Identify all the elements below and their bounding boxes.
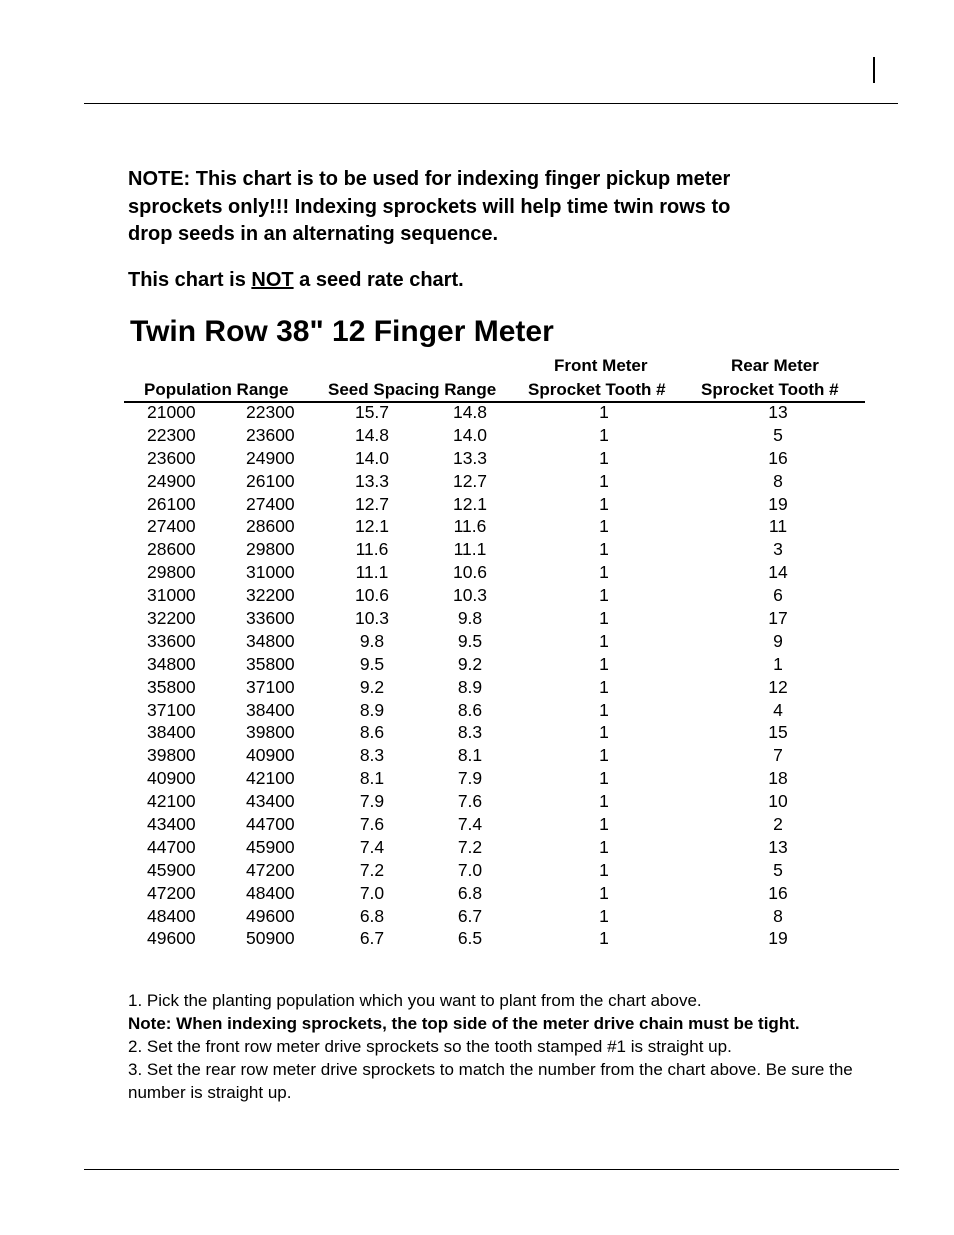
- front-tooth-cell: 1: [599, 859, 609, 880]
- spacing-low-cell: 9.2: [457, 653, 483, 674]
- rear-tooth-cell: 9: [773, 630, 783, 651]
- population-low-cell: 32200: [147, 608, 196, 629]
- indexing-note: [128, 166, 828, 249]
- spacing-low-cell: 8.1: [457, 745, 483, 766]
- rate-note-suffix: a seed rate chart.: [293, 269, 464, 291]
- header-rear-meter: Rear Meter: [731, 356, 819, 375]
- population-low-cell: 28600: [147, 539, 196, 560]
- spacing-high-cell: 8.6: [359, 722, 385, 743]
- instruction-note: Note: When indexing sprockets, the top side of the meter drive chain must be tight.: [128, 1014, 800, 1033]
- spacing-high-cell: 15.7: [354, 402, 390, 422]
- table-row: [0, 905, 954, 928]
- front-tooth-cell: 1: [599, 402, 609, 422]
- population-high-cell: 44700: [246, 814, 295, 835]
- spacing-high-cell: 11.6: [355, 539, 389, 560]
- spacing-high-cell: 8.1: [359, 768, 385, 789]
- spacing-high-cell: 12.7: [354, 493, 390, 514]
- spacing-low-cell: 6.5: [457, 928, 483, 949]
- header-rear-sprocket-tooth: Sprocket Tooth #: [701, 380, 839, 399]
- rear-tooth-cell: 5: [773, 424, 783, 445]
- population-low-cell: 34800: [147, 653, 196, 674]
- rear-tooth-cell: 2: [773, 814, 783, 835]
- population-low-cell: 44700: [147, 836, 196, 857]
- spacing-low-cell: 14.8: [452, 402, 488, 422]
- spacing-high-cell: 14.8: [354, 424, 390, 445]
- rear-tooth-cell: 8: [773, 470, 783, 491]
- spacing-low-cell: 13.3: [452, 447, 488, 468]
- population-high-cell: 28600: [246, 516, 295, 537]
- spacing-high-cell: 9.2: [359, 676, 385, 697]
- rear-tooth-cell: 11: [768, 516, 788, 537]
- population-high-cell: 24900: [246, 447, 295, 468]
- spacing-low-cell: 9.5: [457, 630, 483, 651]
- front-tooth-cell: 1: [599, 608, 609, 629]
- rear-tooth-cell: 19: [768, 928, 788, 949]
- instructions: [128, 989, 888, 1104]
- spacing-high-cell: 12.1: [354, 516, 390, 537]
- front-tooth-cell: 1: [599, 493, 609, 514]
- front-tooth-cell: 1: [599, 653, 609, 674]
- table-row: [0, 767, 954, 790]
- rear-tooth-cell: 12: [768, 676, 788, 697]
- spacing-high-cell: 8.9: [359, 699, 385, 720]
- table-row: [0, 493, 954, 516]
- spacing-low-cell: 10.6: [452, 562, 488, 583]
- population-high-cell: 26100: [246, 470, 295, 491]
- front-tooth-cell: 1: [599, 905, 609, 926]
- spacing-low-cell: 7.0: [457, 859, 483, 880]
- population-high-cell: 27400: [246, 493, 295, 514]
- table-row: [0, 607, 954, 630]
- front-tooth-cell: 1: [599, 470, 609, 491]
- spacing-low-cell: 7.6: [457, 791, 483, 812]
- spacing-low-cell: 6.7: [457, 905, 483, 926]
- population-low-cell: 40900: [147, 768, 196, 789]
- population-high-cell: 48400: [246, 882, 295, 903]
- rear-tooth-cell: 7: [773, 745, 783, 766]
- front-tooth-cell: 1: [599, 882, 609, 903]
- front-tooth-cell: 1: [599, 447, 609, 468]
- population-low-cell: 31000: [147, 585, 196, 606]
- rear-tooth-cell: 6: [773, 585, 783, 606]
- instruction-step-1: 1. Pick the planting population which you want to plant from the chart above.: [128, 991, 702, 1010]
- table-row: [0, 447, 954, 470]
- population-low-cell: 48400: [147, 905, 196, 926]
- table-row: [0, 515, 954, 538]
- population-low-cell: 39800: [147, 745, 196, 766]
- table-row: [0, 813, 954, 836]
- population-high-cell: 43400: [246, 791, 295, 812]
- rear-tooth-cell: 16: [768, 447, 788, 468]
- spacing-high-cell: 13.3: [354, 470, 390, 491]
- table-row: [0, 836, 954, 859]
- rear-tooth-cell: 3: [773, 539, 783, 560]
- population-high-cell: 33600: [246, 608, 295, 629]
- rear-tooth-cell: 14: [768, 562, 788, 583]
- population-high-cell: 32200: [246, 585, 295, 606]
- spacing-low-cell: 7.4: [457, 814, 483, 835]
- spacing-low-cell: 8.9: [457, 676, 483, 697]
- spacing-low-cell: 12.7: [452, 470, 488, 491]
- population-high-cell: 47200: [246, 859, 295, 880]
- population-high-cell: 50900: [246, 928, 295, 949]
- spacing-high-cell: 11.1: [355, 562, 389, 583]
- population-low-cell: 35800: [147, 676, 196, 697]
- table-row: [0, 561, 954, 584]
- spacing-low-cell: 11.1: [453, 539, 487, 560]
- header-seed-spacing-range: Seed Spacing Range: [328, 380, 497, 399]
- population-low-cell: 47200: [147, 882, 196, 903]
- footer-rule: [84, 1169, 899, 1170]
- table-row: [0, 927, 954, 950]
- page-corner-mark: [873, 57, 875, 83]
- table-row: [0, 653, 954, 676]
- front-tooth-cell: 1: [599, 745, 609, 766]
- spacing-low-cell: 6.8: [457, 882, 483, 903]
- header-front-meter: Front Meter: [554, 356, 648, 375]
- header-population-range: Population Range: [144, 380, 289, 399]
- rear-tooth-cell: 10: [768, 791, 788, 812]
- spacing-high-cell: 7.0: [359, 882, 385, 903]
- seed-rate-disclaimer: [128, 267, 464, 294]
- rate-note-prefix: This chart is: [128, 269, 252, 291]
- instruction-step-2: 2. Set the front row meter drive sprockets so the tooth stamped #1 is straight up.: [128, 1037, 732, 1056]
- population-low-cell: 43400: [147, 814, 196, 835]
- table-row: [0, 630, 954, 653]
- rear-tooth-cell: 13: [768, 402, 788, 422]
- spacing-high-cell: 6.7: [359, 928, 385, 949]
- front-tooth-cell: 1: [599, 699, 609, 720]
- table-row: [0, 882, 954, 905]
- population-high-cell: 49600: [246, 905, 295, 926]
- spacing-high-cell: 7.6: [359, 814, 385, 835]
- table-row: [0, 721, 954, 744]
- table-row: [0, 401, 954, 424]
- front-tooth-cell: 1: [599, 562, 609, 583]
- front-tooth-cell: 1: [599, 768, 609, 789]
- front-tooth-cell: 1: [599, 791, 609, 812]
- chart-title: Twin Row 38" 12 Finger Meter: [130, 315, 554, 348]
- population-low-cell: 23600: [147, 447, 196, 468]
- rear-tooth-cell: 1: [773, 653, 783, 674]
- note-line: NOTE: This chart is to be used for indexing finger pickup meter: [128, 168, 731, 190]
- population-low-cell: 24900: [147, 470, 196, 491]
- population-low-cell: 29800: [147, 562, 196, 583]
- spacing-high-cell: 9.5: [359, 653, 385, 674]
- table-row: [0, 859, 954, 882]
- spacing-high-cell: 6.8: [359, 905, 385, 926]
- rear-tooth-cell: 4: [773, 699, 783, 720]
- rear-tooth-cell: 17: [768, 608, 788, 629]
- spacing-high-cell: 7.2: [359, 859, 385, 880]
- population-low-cell: 26100: [147, 493, 196, 514]
- population-low-cell: 42100: [147, 791, 196, 812]
- population-high-cell: 23600: [246, 424, 295, 445]
- rear-tooth-cell: 13: [768, 836, 788, 857]
- spacing-low-cell: 12.1: [452, 493, 488, 514]
- spacing-high-cell: 10.3: [354, 608, 390, 629]
- spacing-low-cell: 14.0: [452, 424, 488, 445]
- instruction-step-3: 3. Set the rear row meter drive sprockets to match the number from the chart above. Be sure the number is straight up.: [128, 1060, 853, 1102]
- spacing-high-cell: 9.8: [359, 630, 385, 651]
- rear-tooth-cell: 15: [768, 722, 788, 743]
- population-high-cell: 31000: [246, 562, 295, 583]
- population-high-cell: 45900: [246, 836, 295, 857]
- spacing-low-cell: 10.3: [452, 585, 488, 606]
- rear-tooth-cell: 8: [773, 905, 783, 926]
- spacing-high-cell: 7.4: [359, 836, 385, 857]
- table-row: [0, 538, 954, 561]
- rear-tooth-cell: 5: [773, 859, 783, 880]
- spacing-high-cell: 8.3: [359, 745, 385, 766]
- front-tooth-cell: 1: [599, 722, 609, 743]
- note-line: drop seeds in an alternating sequence.: [128, 223, 499, 245]
- spacing-low-cell: 8.3: [457, 722, 483, 743]
- population-low-cell: 27400: [147, 516, 196, 537]
- population-high-cell: 29800: [246, 539, 295, 560]
- population-high-cell: 40900: [246, 745, 295, 766]
- table-row: [0, 676, 954, 699]
- population-high-cell: 39800: [246, 722, 295, 743]
- population-high-cell: 34800: [246, 630, 295, 651]
- front-tooth-cell: 1: [599, 630, 609, 651]
- front-tooth-cell: 1: [599, 424, 609, 445]
- table-row: [0, 744, 954, 767]
- header-front-sprocket-tooth: Sprocket Tooth #: [528, 380, 666, 399]
- population-low-cell: 37100: [147, 699, 196, 720]
- population-low-cell: 45900: [147, 859, 196, 880]
- spacing-low-cell: 7.2: [457, 836, 483, 857]
- spacing-low-cell: 8.6: [457, 699, 483, 720]
- front-tooth-cell: 1: [599, 928, 609, 949]
- spacing-low-cell: 11.6: [453, 516, 487, 537]
- front-tooth-cell: 1: [599, 516, 609, 537]
- spacing-high-cell: 7.9: [359, 791, 385, 812]
- table-row: [0, 584, 954, 607]
- population-low-cell: 38400: [147, 722, 196, 743]
- table-row: [0, 790, 954, 813]
- population-low-cell: 33600: [147, 630, 196, 651]
- population-high-cell: 35800: [246, 653, 295, 674]
- population-high-cell: 38400: [246, 699, 295, 720]
- spacing-low-cell: 9.8: [457, 608, 483, 629]
- table-row: [0, 699, 954, 722]
- population-high-cell: 37100: [246, 676, 295, 697]
- table-row: [0, 424, 954, 447]
- header-rule: [84, 103, 898, 104]
- front-tooth-cell: 1: [599, 676, 609, 697]
- front-tooth-cell: 1: [599, 814, 609, 835]
- front-tooth-cell: 1: [599, 539, 609, 560]
- front-tooth-cell: 1: [599, 836, 609, 857]
- population-low-cell: 21000: [147, 402, 196, 422]
- table-row: [0, 470, 954, 493]
- population-high-cell: 22300: [246, 402, 295, 422]
- sprocket-table-body: [0, 401, 954, 950]
- spacing-high-cell: 10.6: [354, 585, 390, 606]
- rate-note-emphasis: NOT: [251, 269, 294, 291]
- rear-tooth-cell: 16: [768, 882, 788, 903]
- note-line: sprockets only!!! Indexing sprockets will help time twin rows to: [128, 195, 731, 218]
- population-low-cell: 49600: [147, 928, 196, 949]
- population-low-cell: 22300: [147, 424, 196, 445]
- rear-tooth-cell: 18: [768, 768, 788, 789]
- spacing-low-cell: 7.9: [457, 768, 483, 789]
- spacing-high-cell: 14.0: [354, 447, 390, 468]
- front-tooth-cell: 1: [599, 585, 609, 606]
- population-high-cell: 42100: [246, 768, 295, 789]
- rear-tooth-cell: 19: [768, 493, 788, 514]
